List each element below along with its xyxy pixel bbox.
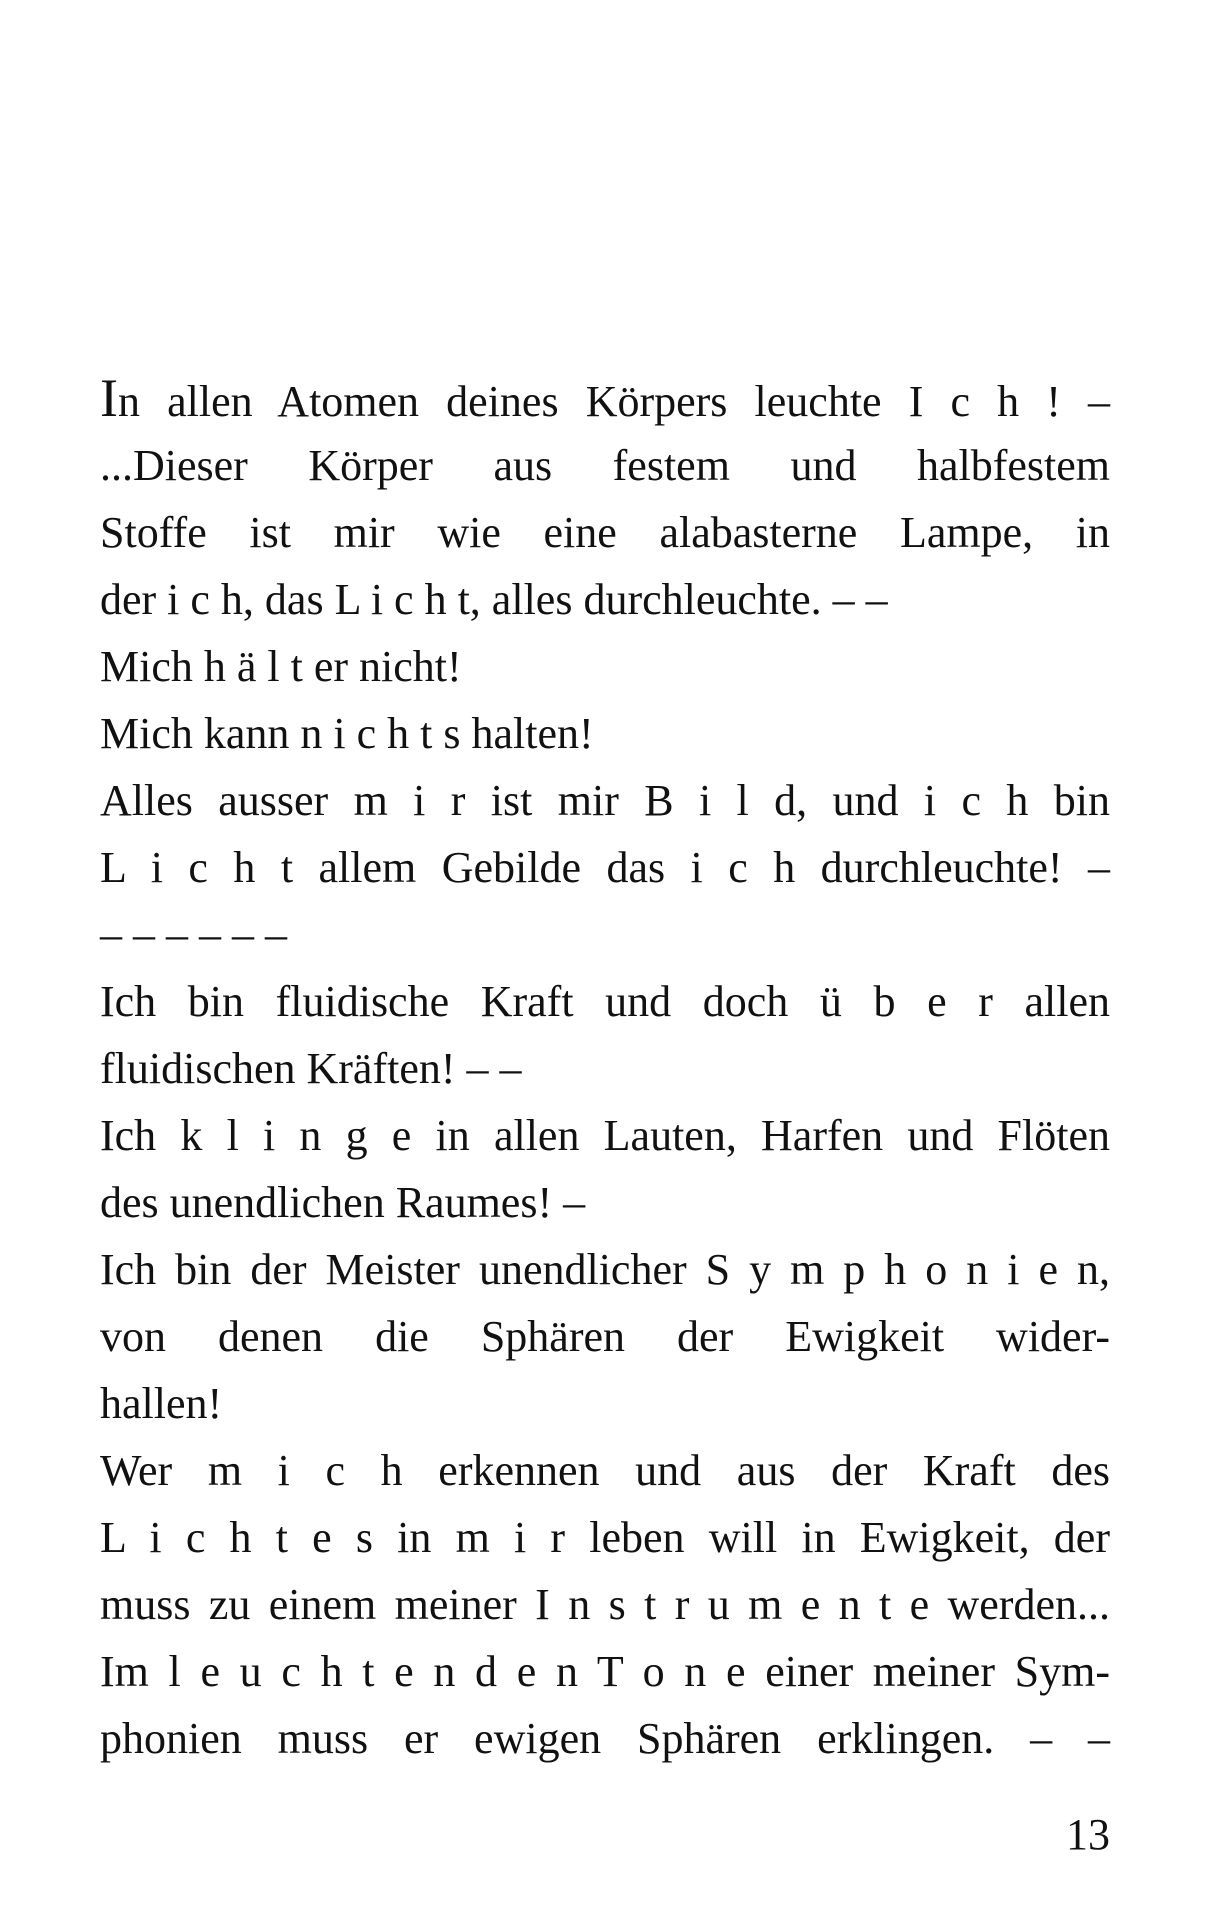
text-line-8: L i c h t allem Gebilde das i c h durchleuchte! – — [100, 843, 1110, 892]
body-text — [100, 365, 1110, 1772]
text-line-12: Ich k l i n g e in allen Lauten, Harfen und Flöten — [100, 1111, 1110, 1160]
page-number: 13 — [1066, 1810, 1110, 1859]
text-line-13: des unendlichen Raumes! – — [100, 1178, 586, 1227]
text-line-20: Im l e u c h t e n d e n T o n e einer meiner Sym- — [100, 1647, 1110, 1696]
text-line-2: ...Dieser Körper aus festem und halbfestem — [100, 441, 1110, 490]
text-line-10: Ich bin fluidische Kraft und doch ü b e r allen — [100, 977, 1110, 1026]
text-line-6: Mich kann n i c h t s halten! — [100, 709, 594, 758]
text-line-5: Mich h ä l t er nicht! — [100, 642, 462, 691]
text-line-18: L i c h t e s in m i r leben will in Ewigkeit, der — [100, 1513, 1110, 1562]
text-line-16: hallen! — [100, 1379, 223, 1428]
text-line-4: der i c h, das L i c h t, alles durchleuchte. – – — [100, 575, 888, 624]
text-line-1 — [100, 365, 1110, 432]
text-line-3: Stoffe ist mir wie eine alabasterne Lampe, in — [100, 508, 1110, 557]
text-line-1-content: n allen Atomen deines Körpers leuchte I c h ! – — [117, 377, 1110, 426]
text-line-19: muss zu einem meiner I n s t r u m e n t e werden... — [100, 1580, 1110, 1629]
text-line-15: von denen die Sphären der Ewigkeit wider- — [100, 1312, 1110, 1361]
text-line-11: fluidischen Kräften! – – — [100, 1044, 522, 1093]
text-line-14: Ich bin der Meister unendlicher S y m p h o n i e n, — [100, 1245, 1110, 1294]
text-line-7: Alles ausser m i r ist mir B i l d, und i c h bin — [100, 776, 1110, 825]
text-line-21: phonien muss er ewigen Sphären erklingen. – – — [100, 1714, 1110, 1763]
dash-line: – – – – – – — [100, 910, 287, 959]
initial-letter: I — [100, 368, 118, 428]
text-line-17: Wer m i c h erkennen und aus der Kraft des — [100, 1446, 1110, 1495]
